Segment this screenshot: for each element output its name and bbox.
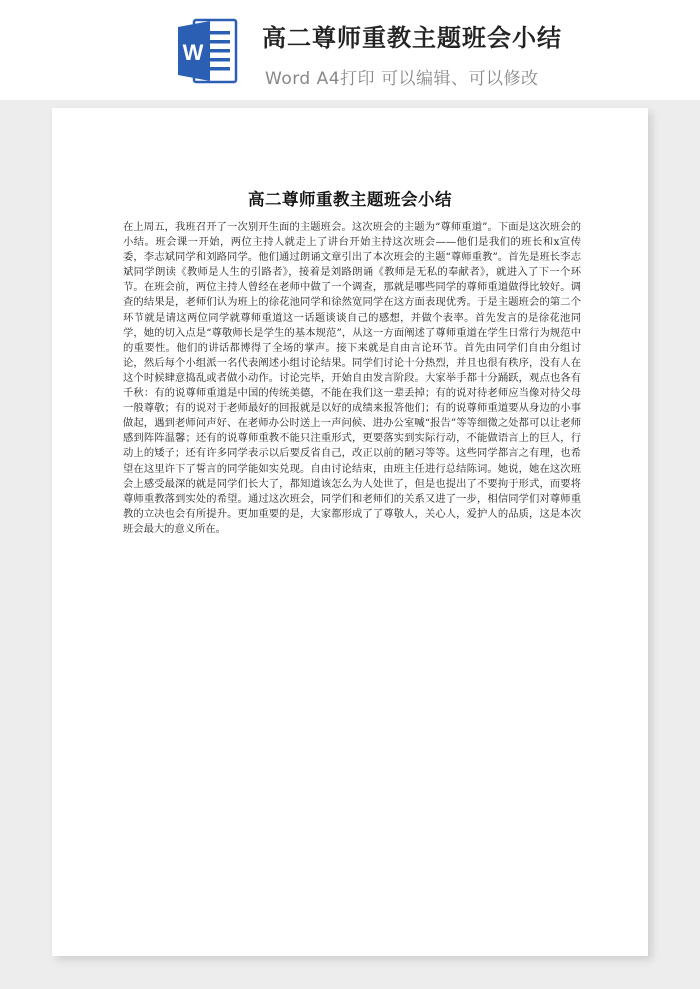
document-page (52, 108, 648, 956)
document-title: 高二尊师重教主题班会小结 (248, 190, 452, 209)
word-document-icon (176, 18, 238, 84)
svg-text:W: W (182, 40, 204, 65)
header-subtitle: Word A4打印 可以编辑、可以修改 (265, 69, 539, 89)
header-banner (0, 0, 700, 100)
header-title: 高二尊师重教主题班会小结 (262, 24, 562, 52)
document-body-text: 在上周五，我班召开了一次别开生面的主题班会。这次班会的主题为“尊师重道”。下面是这次班会的小结。班会课一开始，两位主持人就走上了讲台开始主持这次班会——他们是我们的班长和x宣传委，李志斌同学和刘路同学。他们通过朗诵文章引出了本次班会的主题“尊师重教”。首先是班长李志斌同学朗读《教师是人生的引路者》，接着是刘路朗诵《教师是无私的奉献者》，就进入了下一个环节。在班会前，两位主持人曾经在老师中做了一个调查，那就是哪些同学的尊师重道做得比较好。调查的结果是，老师们认为班上的徐花池同学和徐然宽同学在这方面表现优秀。于是主题班会的第二个环节就是请这两位同学就尊师重道这一话题谈谈自己的感想，并做个表率。首先发言的是徐花池同学，她的切入点是“尊敬师长是学生的基本规范”，从这一方面阐述了尊师重道在学生日常行为规范中的重要性。他们的讲话都博得了全场的掌声。接下来就是自由言论环节。首先由同学们自由分组讨论，然后每个小组派一名代表阐述小组讨论结果。同学们讨论十分热烈，并且也很有秩序，没有人在这个时候肆意捣乱或者做小动作。讨论完毕，开始自由发言阶段。大家举手都十分踊跃，观点也各有千秋：有的说尊师重道是中国的传统美德，不能在我们这一辈丢掉；有的说对待老师应当像对待父母一般尊敬；有的说对于老师最好的回报就是以好的成绩来报答他们；有的说尊师重道要从身边的小事做起，遇到老师问声好、在老师办公时送上一声问候、进办公室喊“报告”等等细微之处都可以让老师感到阵阵温馨；还有的说尊师重教不能只注重形式，更要落实到实际行动，不能做语言上的巨人，行动上的矮子；还有许多同学表示以后要反省自己，改正以前的陋习等等。这些同学都言之有理，也希望在这里许下了誓言的同学能如实兑现。自由讨论结束，由班主任进行总结陈词。她说，她在这次班会上感受最深的就是同学们长大了，都知道该怎么为人处世了，但是也提出了不要拘于形式，而要将尊师重教落到实处的希望。通过这次班会，同学们和老师们的关系又进了一步，相信同学们对尊师重教的立决也会有所提升。更加重要的是，大家都形成了了尊敬人，关心人，爱护人的品质，这是本次班会最大的意义所在。 (123, 221, 581, 535)
